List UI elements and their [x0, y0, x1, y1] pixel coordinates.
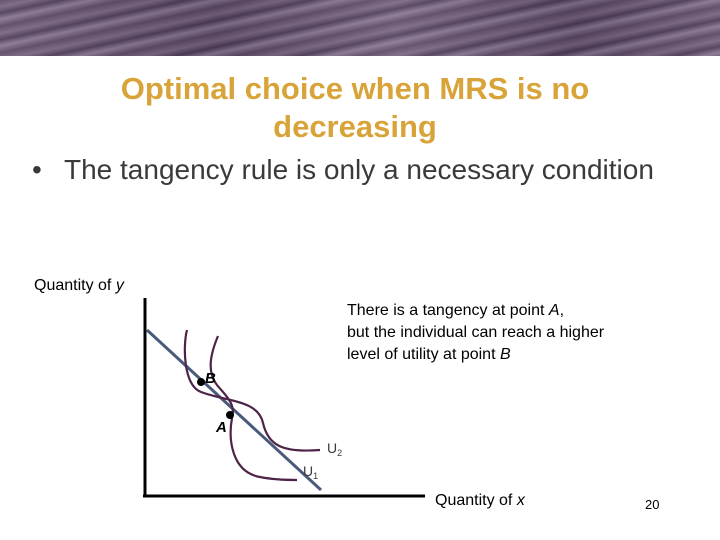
annotation-note — [347, 300, 687, 366]
x-axis-label — [435, 492, 525, 510]
point-a-label: A — [216, 419, 227, 436]
curve-u1-label — [303, 463, 318, 481]
curve-u2-label — [327, 440, 342, 458]
y-axis-label — [34, 277, 124, 295]
indifference-curve-u2 — [185, 330, 320, 451]
bullet-text: The tangency rule is only a necessary condition — [64, 154, 654, 185]
x-axis-label-text: Quantity of — [435, 492, 517, 509]
point-a-marker — [226, 411, 234, 419]
slide-title-line-1: Optimal choice when MRS is no — [120, 71, 590, 106]
note-point-b: B — [499, 346, 511, 363]
slide-title-line-2: decreasing — [273, 109, 437, 144]
note-line-1-text: There is a tangency at point — [347, 302, 549, 319]
y-axis-label-var: y — [115, 277, 124, 294]
bullet-icon: • — [32, 154, 42, 185]
note-line-3 — [347, 344, 687, 366]
note-line-2: but the individual can reach a higher — [347, 324, 605, 341]
page-number: 20 — [645, 497, 660, 512]
note-line-1-suffix: , — [559, 302, 565, 319]
curve-u2-letter: U — [327, 440, 338, 456]
budget-line — [147, 330, 321, 490]
curve-u2-subscript: 2 — [337, 448, 343, 458]
x-axis-label-var: x — [516, 492, 525, 509]
note-line-3-text: level of utility at point — [347, 346, 500, 363]
curve-u1-subscript: 1 — [313, 471, 319, 481]
curve-u1-letter: U — [303, 463, 314, 479]
point-b-marker — [197, 378, 205, 386]
note-point-a: A — [548, 302, 560, 319]
y-axis-label-text: Quantity of — [34, 277, 116, 294]
point-b-label: B — [205, 370, 216, 387]
note-line-1 — [347, 300, 687, 322]
